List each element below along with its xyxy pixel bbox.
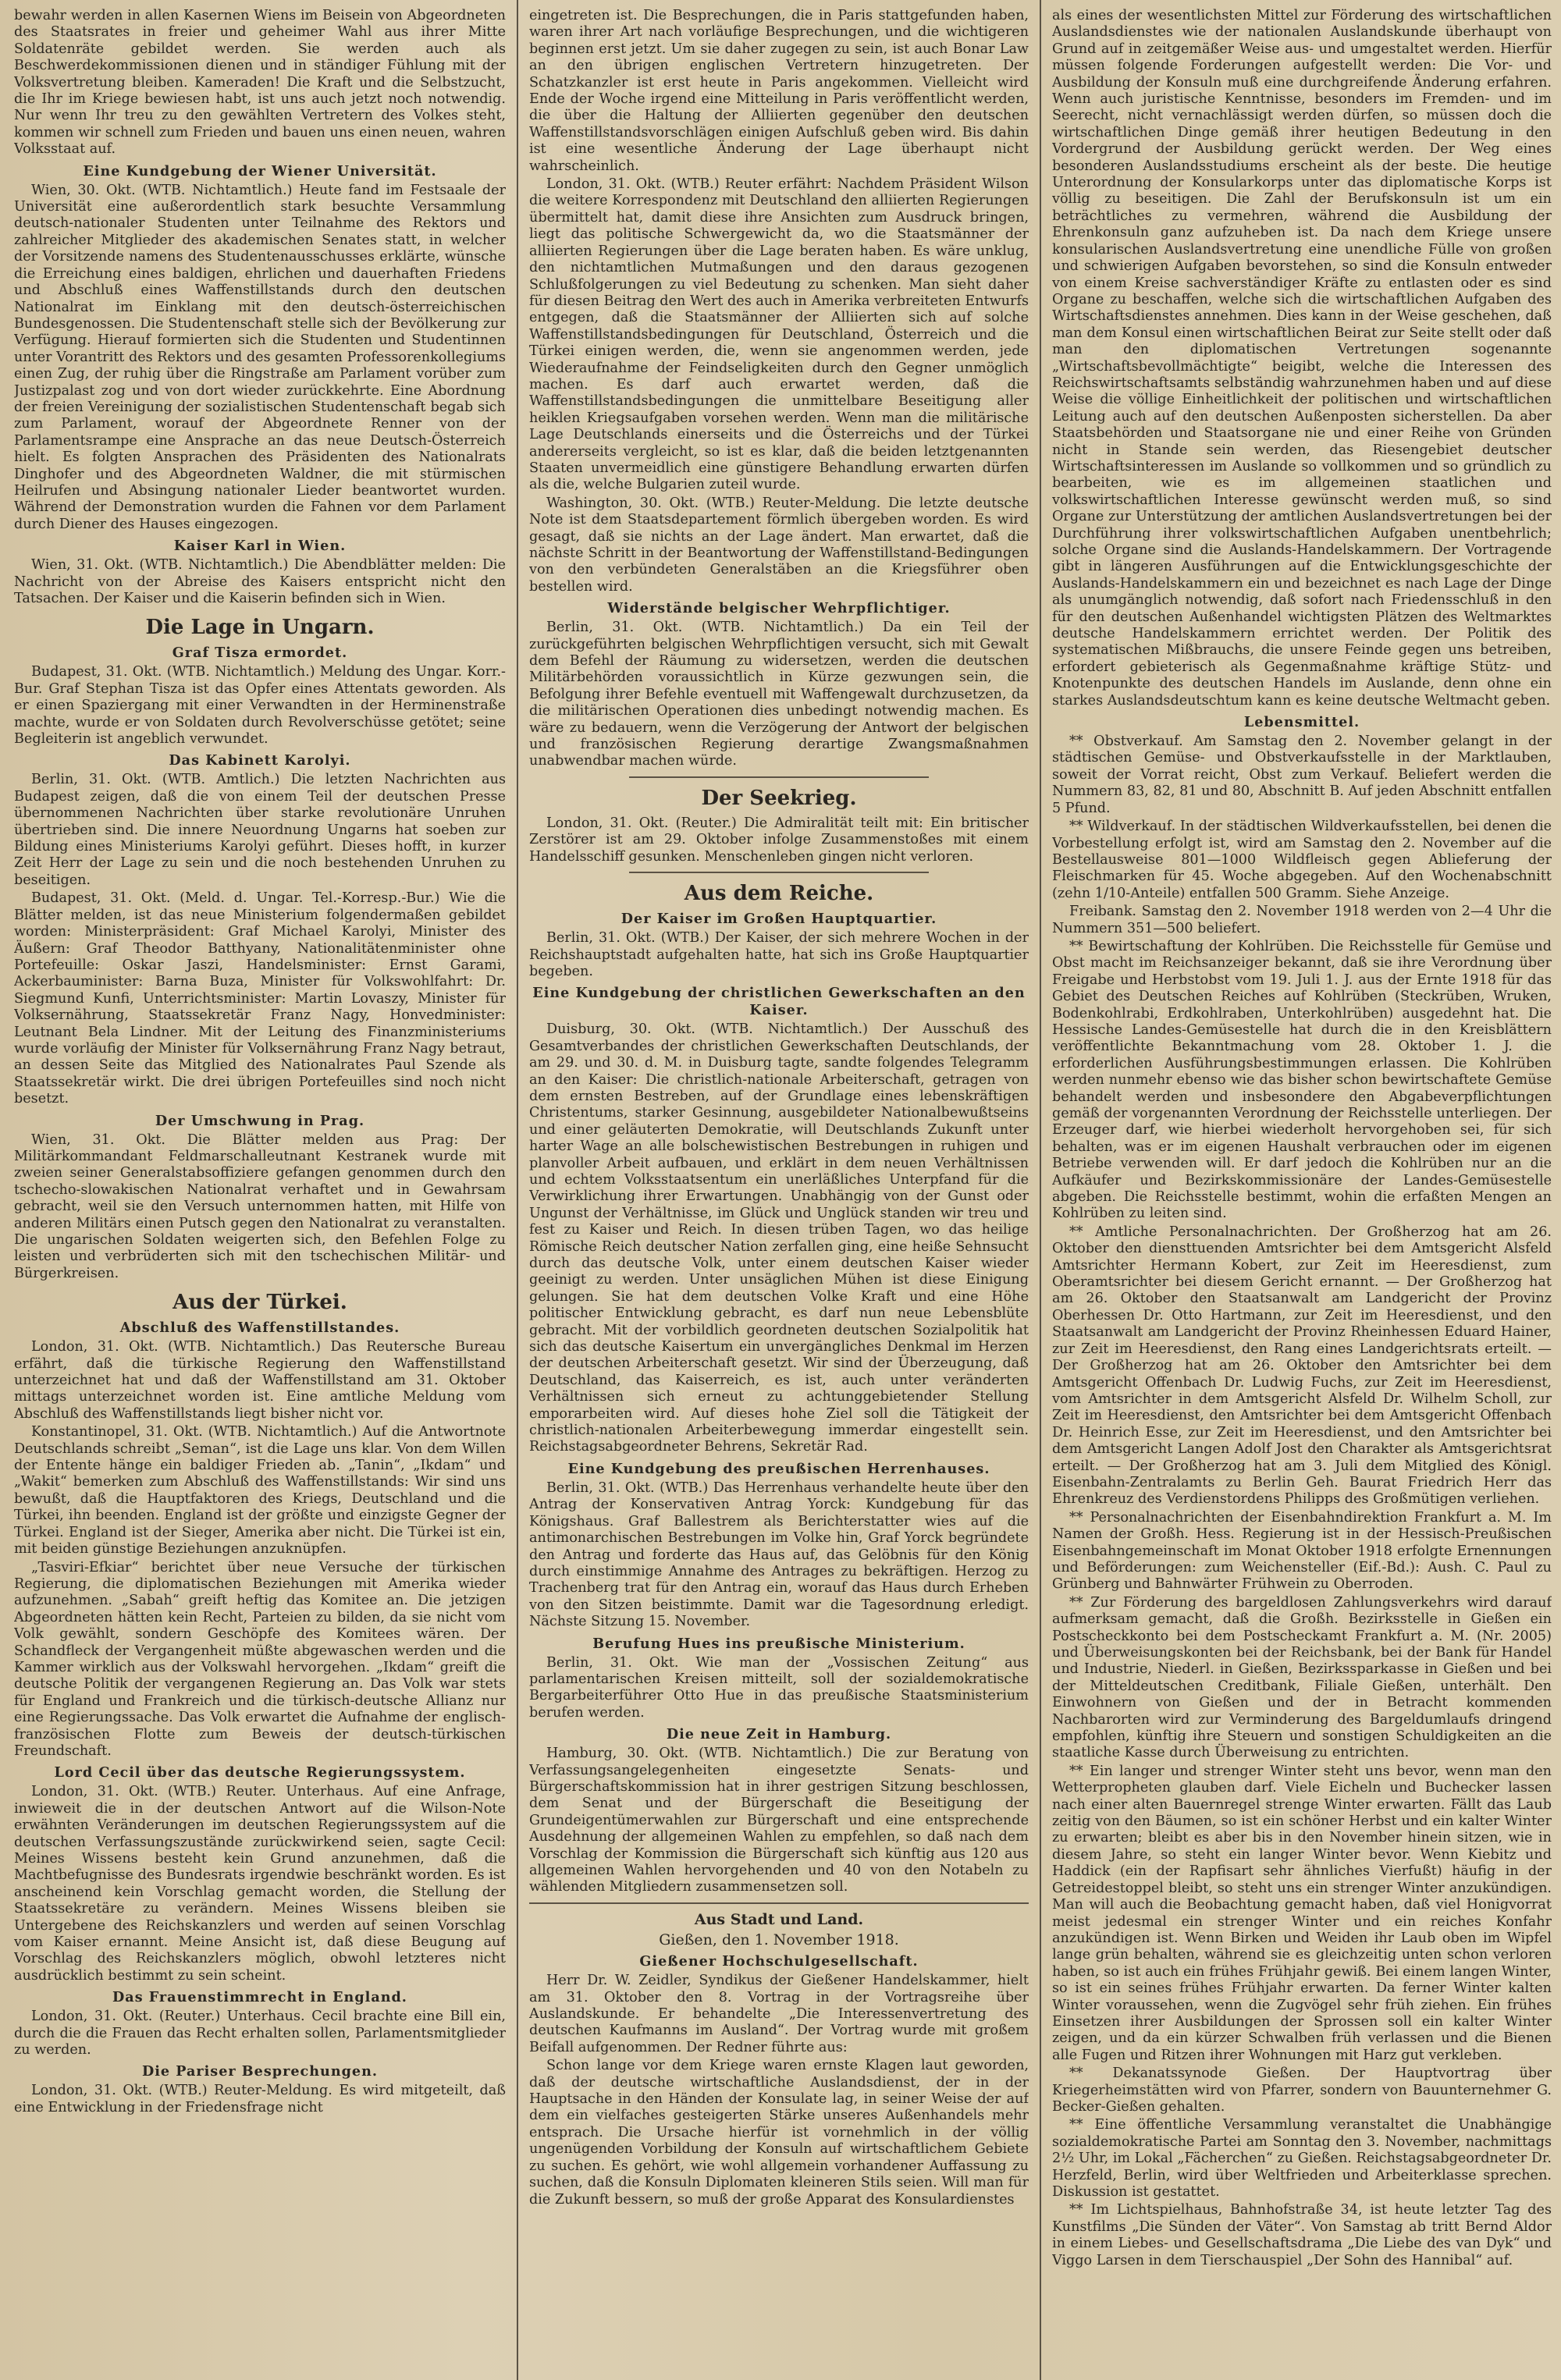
article-text: Berlin, 31. Okt. (WTB. Amtlich.) Die letzten Nachrichten aus Budapest zeigen, daß die von einem Teil der deutschen Presse übernommenen Nachrichten über starke revolutionäre Unruhen übertrieben sind. Die innere Neuordnung Ungarns hat soeben zur Bildung eines Ministeriums Karolyi geführt. Dieses hofft, in kurzer Zeit Herr der Lage zu sein und die noch bestehenden Unruhen zu beseitigen. [14, 772, 506, 888]
article-heading: Eine Kundgebung der Wiener Universität. [83, 162, 437, 179]
column-1 [14, 8, 506, 2372]
article-text: ** Wildverkauf. In der städtischen Wildverkaufsstellen, bei denen die Vorbestellung erfolgt ist, wird am Samstag den 2. November auf die Bestellausweise 801—1000 Wildfleisch gegen Ablieferung der Fleischmarken für 45. Woche abgegeben. Auf den Wochenabschnitt (zehn 1/10-Anteile) entfallen 500 Gramm. Siehe Anzeige. [1052, 819, 1552, 901]
article-text: ** Personalnachrichten der Eisenbahndirektion Frankfurt a. M. Im Namen der Großh. Hess. Regierung ist in der Hessisch-Preußischen Eisenbahngemeinschaft im Monat Oktober 1918 erfolgte Ernennungen und Beförderungen: zum Weichensteller (Eif.-Bd.): Aush. C. Paul zu Grünberg und Bahnwärter Frühwein zu Oberroden. [1052, 1509, 1552, 1593]
article-text: ** Eine öffentliche Versammlung veranstaltet die Unabhängige sozialdemokratische Partei am Sonntag den 3. November, nachmittags 2½ Uhr, im Lokal „Fächerchen“ zu Gießen. Reichstagsabgeordneter Dr. Herzfeld, Berlin, wird über Weltfrieden und Arbeiterklasse sprechen. Diskussion ist gestattet. [1052, 2117, 1552, 2200]
section-heading: Der Seekrieg. [701, 786, 857, 810]
article-heading: Eine Kundgebung der christlichen Gewerkschaften an den Kaiser. [532, 985, 1026, 1019]
section-heading: Aus dem Reiche. [684, 882, 874, 906]
article-heading: Der Umschwung in Prag. [155, 1112, 365, 1129]
article-text: eingetreten ist. Die Besprechungen, die in Paris stattgefunden haben, waren ihrer Art nach vorläufige Besprechungen, und die wichtigeren beginnen erst jetzt. Um sie daher zugegen zu sein, ist auch Bonar Law an den übrigen englischen Vertretern hinzugetreten. Der Schatzkanzler ist erst heute in Paris angekommen. Vielleicht wird Ende der Woche irgend eine Mitteilung in Paris veröffentlicht werden, die über die Haltung der Alliierten gegenüber den deutschen Waffenstillstandsvorschlägen einigen Aufschluß geben wird. Bis dahin ist eine wesentliche Änderung der Lage überhaupt nicht wahrscheinlich. [529, 8, 1029, 174]
article-text: ** Dekanatssynode Gießen. Der Hauptvortrag über Kriegerheimstätten wird von Pfarrer, sondern von Bauunternehmer G. Becker-Gießen gehalten. [1052, 2066, 1552, 2115]
article-text: London, 31. Okt. (WTB.) Reuter erfährt: Nachdem Präsident Wilson die weitere Korrespondenz mit Deutschland den alliierten Regierungen übermittelt hat, damit diese ihre Ansichten zum Ausdruck bringen, liegt das politische Schwergewicht da, wo die Staatsmänner der alliierten Regierungen über die Lage beraten haben. Es wäre unklug, den nichtamtlichen Mutmaßungen und den daraus gezogenen Schlußfolgerungen zu viel Bedeutung zu schenken. Man sieht daher für diesen Beitrag den Wert des auch in Amerika verbreiteten Entwurfs entgegen, daß die Staatsmänner der Alliierten sich auf solche Waffenstillstandsbedingungen für Deutschland, Österreich und die Türkei einigen werden, die, wenn sie angenommen werden, jede Wiederaufnahme der Feindseligkeiten durch den Gegner unmöglich machen. Es darf auch erwartet werden, daß die Waffenstillstandsbedingungen die unmittelbare Beseitigung aller heiklen Kriegsaufgaben vorsehen werden. Wenn man die militärische Lage Deutschlands einerseits und die Österreichs und der Türkei andererseits vergleicht, so ist es klar, daß die beiden letztgenannten Staaten unvermeidlich eine günstigere Behandlung erwarten dürfen als die, welche Bulgarien zuteil wurde. [529, 176, 1029, 493]
article-heading: Graf Tisza ermordet. [172, 645, 348, 662]
section-heading: Die Lage in Ungarn. [145, 616, 375, 640]
article-text: Wien, 31. Okt. Die Blätter melden aus Prag: Der Militärkommandant Feldmarschalleutnant Kestranek wurde mit zweien seiner Generalstabsoffiziere gefangen genommen durch den tschecho-slowakischen Nationalrat verhaftet und in Gewahrsam gebracht, weil sie den Versuch unternommen hatten, mit Hilfe von anderen Militärs einen Putsch gegen den Nationalrat zu veranstalten. Die ungarischen Soldaten weigerten sich, den Befehlen Folge zu leisten und verbrüderten sich mit den tschechischen Militär- und Bürgerkreisen. [14, 1131, 506, 1281]
article-text: London, 31. Okt. (Reuter.) Unterhaus. Cecil brachte eine Bill ein, durch die die Frauen das Recht erhalten sollen, Parlamentsmitglieder zu werden. [14, 2009, 506, 2059]
article-text: Freibank. Samstag den 2. November 1918 werden von 2—4 Uhr die Nummern 351—500 beliefert. [1052, 904, 1552, 936]
section-heading: Aus Stadt und Land. [694, 1910, 864, 1928]
article-heading: Gießener Hochschulgesellschaft. [639, 1953, 919, 1970]
column-rule [517, 0, 518, 2380]
article-text: Berlin, 31. Okt. (WTB.) Das Herrenhaus verhandelte heute über den Antrag der Konservativen Antrag Yorck: Kundgebung für das Königshaus. Graf Ballestrem als Berichterstatter wies auf die antimonarchischen Bestrebungen im Volke hin, Graf Yorck begründete den Antrag und forderte das Haus auf, das Gelöbnis für den König durch einstimmige Annahme des Antrages zu bekräftigen. Herzog zu Trachenberg trat für den Antrag ein, worauf das Haus durch Erheben von den Sitzen beistimmte. Damit war die Tagesordnung erledigt. Nächste Sitzung 15. November. [529, 1480, 1029, 1630]
column-3 [1052, 8, 1552, 2372]
article-heading: Eine Kundgebung des preußischen Herrenhauses. [567, 1460, 990, 1477]
article-text: Berlin, 31. Okt. (WTB. Nichtamtlich.) Da ein Teil der zurückgeführten belgischen Wehrpflichtigen versucht, sich mit Gewalt dem Befehl der Räumung zu widersetzen, werden die deutschen Militärbehörden voraussichtlich in Kürze gezwungen sein, die Befolgung ihrer Befehle eventuell mit Waffengewalt durchzusetzen, da die militärischen Operationen dies unbedingt notwendig machen. Es wäre zu bedauern, wenn die Verzögerung der Antwort der belgischen und französischen Regierung derartige Zwangsmaßnahmen unabwendbar machen würde. [529, 620, 1029, 769]
article-text: Duisburg, 30. Okt. (WTB. Nichtamtlich.) Der Ausschuß des Gesamtverbandes der christlichen Gewerkschaften Deutschlands, der am 29. und 30. d. M. in Duisburg tagte, sandte folgendes Telegramm an den Kaiser: Die christlich-nationale Arbeiterschaft, getragen von dem ernsten Bestreben, auf der Grundlage eines lebenskräftigen Christentums, starker Gesinnung, ausgebildeter Nationalbewußtseins und einer geläuterten Demokratie, will Deutschlands Zukunft unter harter Wage an alle bolschewistischen Bestrebungen in ruhigen und planvoller Arbeit aufbauen, und erklärt in dem neuen Verhältnissen und echtem Volksstaatsentum ein unerläßliches Unterpfand für die Verwirklichung ihrer Erwartungen. Unabhängig von der Gunst oder Ungunst der Verhältnisse, im Glück und Unglück standen wir treu und fest zu Kaiser und Reich. In diesen trüben Tagen, wo das heilige Römische Reich deutscher Nation zerfallen ging, eine heiße Sehnsucht durch das deutsche Volk, unter einem deutschen Kaiser wieder geeinigt zu werden. Unter unsäglichen Mühen ist diese Einigung gelungen. Sie hat dem deutschen Volke Kraft und eine Höhe politischer Entwicklung gebracht, es darf nun neue Lebensblüte gebracht. Mit der vorbildlich geordneten deutschen Sozialpolitik hat sich das deutsche Kaisertum ein unvergängliches Denkmal im Herzen der deutschen Arbeiterschaft gesetzt. Wir sind der Überzeugung, daß Deutschland, das Kaiserreich, es ist, auch unter veränderten Verhältnissen sich erneut zu achtunggebietender Stellung emporarbeiten wird. Auf dieses hohe Ziel soll die Tätigkeit der christlich-nationalen Arbeiterbewegung immerdar eingestellt sein. Reichstagsabgeordneter Behrens, Sekretär Rad. [529, 1021, 1029, 1455]
article-text: Washington, 30. Okt. (WTB.) Reuter-Meldung. Die letzte deutsche Note ist dem Staatsdepartement förmlich übergeben worden. Es wird gesagt, daß sie nichts an der Lage ändert. Man erwartet, daß die nächste Schritt in der Beantwortung der Waffenstillstand-Bedingungen von den verbündeten Generalstäben an die Kriegsführer oben bestellen wird. [529, 495, 1029, 595]
article-text: London, 31. Okt. (Reuter.) Die Admiralität teilt mit: Ein britischer Zerstörer ist am 29. Oktober infolge Zusammenstoßes mit einem Handelsschiff gesunken. Menschenleben gingen nicht verloren. [529, 815, 1029, 865]
article-heading: Berufung Hues ins preußische Ministerium. [592, 1635, 965, 1652]
article-text: Wien, 31. Okt. (WTB. Nichtamtlich.) Die Abendblätter melden: Die Nachricht von der Abreise des Kaisers entspricht nicht den Tatsachen. Der Kaiser und die Kaiserin befinden sich in Wien. [14, 557, 506, 606]
article-heading: Widerstände belgischer Wehrpflichtiger. [607, 600, 951, 617]
article-text: Herr Dr. W. Zeidler, Syndikus der Gießener Handelskammer, hielt am 31. Oktober den 8. Vortrag in der Vortragsreihe über Auslandskunde. Er behandelte „Die Interessenvertretung des deutschen Kaufmanns im Ausland“. Der Vortrag wurde mit großem Beifall aufgenommen. Der Redner führte aus: [529, 1973, 1029, 2055]
article-text: Budapest, 31. Okt. (Meld. d. Ungar. Tel.-Korresp.-Bur.) Wie die Blätter melden, ist das neue Ministerium folgendermaßen gebildet worden: Ministerpräsident: Graf Michael Karolyi, Minister des Äußern: Graf Theodor Batthyany, Nationalitätenminister ohne Portefeuille: Oskar Jaszi, Handelsminister: Ernst Garami, Ackerbauminister: Barna Buza, Minister für Volkswohlfahrt: Dr. Siegmund Kunfi, Unterrichtsminister: Martin Lovaszy, Minister für Volksernährung, Staatssekretär Franz Nagy, Honvedminister: Leutnant Bela Lindner. Mit der Leitung des Finanzministeriums wurde vorläufig der Minister für Volksernährung Franz Nagy betraut, an dessen Seite das Mitglied des Nationalrates Paul Szende als Staatssekretär wirkt. Die drei übrigen Portefeuilles sind noch nicht besetzt. [14, 890, 506, 1107]
article-text: ** Amtliche Personalnachrichten. Der Großherzog hat am 26. Oktober den diensttuenden Amtsrichter bei dem Amtsgericht Alsfeld Amtsrichter Hermann Kobert, zur Zeit im Heeresdienst, zum Oberamtsrichter bei diesem Gericht ernannt. — Der Großherzog hat am 26. Oktober den Staatsanwalt am Landgericht der Provinz Oberhessen Dr. Otto Hartmann, zur Zeit im Heeresdienst, und den Staatsanwalt am Landgericht der Provinz Rheinhessen Eduard Hainer, zur Zeit im Heeresdienst, den Rang eines Landgerichtsrats erteilt. — Der Großherzog hat am 26. Oktober den Amtsrichter bei dem Amtsgericht Offenbach Dr. Ludwig Fuchs, zur Zeit im Heeresdienst, vom Amtsrichter in dem Amtsgericht Alsfeld Dr. Wilhelm Scholl, zur Zeit im Heeresdienst, den Amtsrichter bei dem Amtsgericht Offenbach Dr. Heinrich Esse, zur Zeit im Heeresdienst, und den Amtsrichter bei dem Amtsgericht Langen Adolf Jost den Charakter als Amtsgerichtsrat erteilt. — Der Großherzog hat am 3. Juli dem Mitglied des Königl. Eisenbahn-Zentralamts zu Berlin Geh. Baurat Friedrich Herr das Ehrenkreuz des Verdienstordens Philipps des Großmütigen verliehen. [1052, 1224, 1552, 1508]
section-heading: Aus der Türkei. [172, 1291, 347, 1315]
article-heading: Lord Cecil über das deutsche Regierungssystem. [54, 1764, 466, 1781]
section-divider [629, 776, 929, 778]
article-text: ** Ein langer und strenger Winter steht uns bevor, wenn man den Wetterpropheten glauben darf. Viele Eicheln und Buchecker lassen nach einer alten Bauernregel strenge Winter erwarten. Fällt das Laub zeitig von den Bäumen, so ist ein schöner Herbst und ein kalter Winter zu erwarten; bleibt es aber bis in den November hinein sitzen, wie in diesem Jahre, so steht ein langer Winter bevor. Wenn Kiebitz und Haddick (ein der Rapfisart sehr ähnliches Vierfußt) häufig in der Getreidestoppel bleibt, so steht uns ein strenger Winter anzukündigen. Man will auch die Beobachtung gemacht haben, daß viel Honigvorrat meist jedesmal ein strenger Winter und ein reiches Konfahr anzukündigen ist. Wenn Birken und Weiden ihr Laub oben im Wipfel lange grün behalten, während sie es gleichzeitig unten schon verloren haben, so ist auch ein frühes Frühjahr gewiß. Bei einem langen Winter, so ist ein seines frühes Frühjahr erwarten. Da ferner Winter kalten Winter voraussehen, wenn die Zugvögel sehr früh ziehen. Ein frühes Einsetzen ihrer Ausbildungen der Sprossen soll ein kalter Winter zeigen, und da ein kürzer Schwalben früh verlassen und die Bienen alle Fugen und Ritzen ihrer Wohnungen mit Harz gut verkleben. [1052, 1763, 1552, 2063]
article-text: Berlin, 31. Okt. (WTB.) Der Kaiser, der sich mehrere Wochen in der Reichshauptstadt aufgehalten hatte, hat sich ins Große Hauptquartier begeben. [529, 930, 1029, 979]
article-text: London, 31. Okt. (WTB. Nichtamtlich.) Das Reutersche Bureau erfährt, daß die türkische Regierung den Waffenstillstand unterzeichnet hat und daß der Waffenstillstand am 31. Oktober mittags unterzeichnet worden ist. Eine amtliche Meldung vom Abschluß des Waffenstillstands liegt bisher nicht vor. [14, 1339, 506, 1422]
article-heading: Abschluß des Waffenstillstandes. [119, 1320, 400, 1337]
article-heading: Der Kaiser im Großen Hauptquartier. [620, 911, 937, 928]
article-text: ** Obstverkauf. Am Samstag den 2. November gelangt in der städtischen Gemüse- und Obstverkaufsstelle in der Marktlauben, soweit der Vorrat reicht, Obst zum Verkauf. Beliefert werden die Nummern 83, 82, 81 und 80, Abschnitt B. Auf jeden Abschnitt entfallen 5 Pfund. [1052, 734, 1552, 816]
article-text: bewahr werden in allen Kasernen Wiens im Beisein von Abgeordneten des Staatsrates in freier und geheimer Wahl aus ihrer Mitte Soldatenräte gebildet werden. Sie werden auch als Beschwerdekommissionen dienen und in ständiger Fühlung mit der Volksvertretung bleiben. Kameraden! Die Kraft und die Selbstzucht, die Ihr im Kriege bewiesen habt, ist uns auch jetzt noch notwendig. Nur wenn Ihr treu zu den gewählten Vertretern des Volkes steht, kommen wir schnell zum Frieden und bauen uns einen neuen, wahren Volksstaat auf. [14, 8, 506, 158]
column-2 [529, 8, 1029, 2372]
article-text: London, 31. Okt. (WTB.) Reuter. Unterhaus. Auf eine Anfrage, inwieweit die in der deutschen Antwort auf die Wilson-Note erwähnten Veränderungen im deutschen Regierungssystem auf die deutschen Verfassungszustände zurückwirkend seien, sagte Cecil: Meines Wissens besteht kein Grund anzunehmen, daß die Machtbefugnisse des Bundesrats irgendwie beschränkt worden. Es ist anscheinend kein Vorschlag gemacht worden, die Stellung der Staatssekretäre zu verändern. Meines Wissens bleiben sie Untergebene des Reichskanzlers und werden auf seinen Vorschlag vom Kaiser ernannt. Meine Ansicht ist, daß diese Beugung auf Vorschlag des Reichskanzlers möglich, obwohl letzteres nicht ausdrücklich bestimmt zu sein scheint. [14, 1784, 506, 1984]
article-text: Budapest, 31. Okt. (WTB. Nichtamtlich.) Meldung des Ungar. Korr.-Bur. Graf Stephan Tisza ist das Opfer eines Attentats geworden. Als er einen Spaziergang mit einer Verwandten in der Herminenstraße machte, wurde er von Soldaten durch Revolverschüsse getötet; seine Begleiterin ist angeblich verwundet. [14, 664, 506, 748]
article-heading: Die neue Zeit in Hamburg. [666, 1726, 892, 1743]
section-divider [529, 1902, 1029, 1904]
article-heading: Das Frauenstimmrecht in England. [112, 1989, 407, 2006]
article-heading: Das Kabinett Karolyi. [169, 752, 351, 769]
article-heading: Die Pariser Besprechungen. [141, 2063, 379, 2080]
article-text: „Tasviri-Efkiar“ berichtet über neue Versuche der türkischen Regierung, die diplomatischen Beziehungen mit Amerika wieder aufzunehmen. „Sabah“ greift heftig das Komitee an. Die jetzigen Abgeordneten hätten kein Recht, Parteien zu bilden, da sie nicht vom Volk gewählt, sondern Geschöpfe des Komitees wären. Der Schandfleck der Vergangenheit müßte abgewaschen werden und die Kammer wirklich aus der Volkswahl hervorgehen. „Ikdam“ greift die deutsche Politik der vergangenen Regierung an. Das Volk war stets für England und Frankreich und die türkisch-deutsche Allianz nur eine Regierungssache. Das Volk erwartet die Aufnahme der englisch-französischen Flotte zum Beweis der deutsch-türkischen Freundschaft. [14, 1559, 506, 1759]
article-text: Schon lange vor dem Kriege waren ernste Klagen laut geworden, daß der deutsche wirtschaftliche Auslandsdienst, der in der Hauptsache in den Händen der Konsulate lag, in seiner Weise der auf dem ein vielfaches gesteigerten Stärke unseres Außenhandels mehr entsprach. Die Ursache hierfür ist vornehmlich in der völlig ungenügenden Vorbildung der Konsuln auf wirtschaftlichem Gebiete zu suchen. Es gehört, wie wohl allgemein vorhandener Auffassung zu suchen, daß die Konsuln Diplomaten kleineren Stils seien. Will man für die Zukunft bessern, so muß der große Apparat des Konsulardienstes [529, 2058, 1029, 2208]
column-rule [1040, 0, 1041, 2380]
article-text: ** Bewirtschaftung der Kohlrüben. Die Reichsstelle für Gemüse und Obst macht im Reichsanzeiger bekannt, daß sie ihre Verordnung über Freigabe und Herbstobst vom 19. Juli 1. J. aus der Ernte 1918 für das Gebiet des Deutschen Reiches auf Kohlrüben (Steckrüben, Wruken, Bodenkohlrabi, Erdkohlraben, Unterkohlrüben) ausgedehnt hat. Die Hessische Landes-Gemüsestelle hat durch die in den Kreisblättern veröffentlichte Bekanntmachung vom 28. Oktober 1. J. die erforderlichen Ausführungsbestimmungen erlassen. Die Kohlrüben werden nunmehr ebenso wie das bisher schon bewirtschaftete Gemüse behandelt werden und insbesondere den Abgabeverpflichtungen gemäß der vorgenannten Verordnung der Reichsstelle unterliegen. Der Erzeuger darf, wie hierbei wiederholt hervorgehoben sei, für sich behalten, was er im eigenen Haushalt verbrauchen oder im eigenen Betriebe verwenden will. Er darf jedoch die Kohlrüben nur an die Aufkäufer und Bezirkskommissionäre der Landes-Gemüsestelle abgeben. Die Reichsstelle bestimmt, wohin die erfaßten Mengen an Kohlrüben zu leiten sind. [1052, 938, 1552, 1222]
article-text: als eines der wesentlichsten Mittel zur Förderung des wirtschaftlichen Auslandsdienstes wie der nationalen Auslandskunde überhaupt von Grund auf in zeitgemäßer Weise aus- und umgestaltet werden. Hierfür müssen folgende Forderungen aufgestellt werden: Die Vor- und Ausbildung der Konsuln muß eine durchgreifende Änderung erfahren. Wenn auch juristische Kenntnisse, besonders im Fremden- und im Seerecht, nicht vernachlässigt werden dürfen, so müssen doch die wirtschaftlichen Dinge gemäß ihrer heutigen Bedeutung in den Vordergrund der Ausbildung gerückt werden. Der Weg eines besonderen Auslandsstudiums erscheint als der beste. Die heutige Unterordnung der Konsularkorps unter das diplomatische Korps ist völlig zu beseitigen. Die Zahl der Berufskonsuln ist um ein beträchtliches zu vermehren, während die Ausbildung der Ehrenkonsuln ganz aufzuheben ist. Da nach dem Kriege unsere konsularischen Auslandsvertretung eine unendliche Fülle von großen und schwierigen Aufgaben bevorstehen, so sind die Konsuln entweder von einem Kreise sachverständiger Kräfte zu entlasten oder es sind Organe zu beschaffen, welche sich die wirtschaftlichen Aufgaben des Wirtschaftsdienstes annehmen. Dies kann in der Weise geschehen, daß man dem Konsul einen wirtschaftlichen Beirat zur Seite stellt oder daß man den diplomatischen Vertretungen sogenannte „Wirtschaftsbevollmächtigte“ beigibt, welche die Interessen des Reichswirtschaftsamts selbständig wahrzunehmen haben und auf diese Weise die völlige Einheitlichkeit der politischen und wirtschaftlichen Leitung auch auf den deutschen Außenposten sicherstellen. Da aber Staatsbehörden und Staatsorgane nie und einer Reihe von Gründen nicht in Stande sein werden, das Riesengebiet deutscher Wirtschaftsinteressen im Auslande so vollkommen und so gründlich zu bearbeiten, wie es im allgemeinen staatlichen und volkswirtschaftlichen Interesse gewünscht werden muß, so sind Organe zur Unterstützung der amtlichen Auslandsvertretungen bei der Durchführung ihrer volkswirtschaftlichen Aufgaben unentbehrlich; solche Organe sind die Auslands-Handelskammern. Der Vortragende gibt in längeren Ausführungen auf die Entwicklungsgeschichte der Auslands-Handelskammern ein und bezeichnet es nach Lage der Dinge als unumgänglich notwendig, daß sofort nach Friedensschluß in den für den deutschen Außenhandel wichtigsten Plätzen des Weltmarktes deutsche Handelskammern errichtet werden. Der Politik des systematischen Mißbrauchs, die unsere Feinde gegen uns betreiben, erfordert gebieterisch als Gegenmaßnahme kräftige Stütz- und Knotenpunkte des deutschen Handels im Auslande, denn ohne ein starkes Auslandsdeutschtum kann es keine deutsche Weltmacht geben. [1052, 8, 1552, 709]
dateline: Gießen, den 1. November 1918. [659, 1931, 899, 1948]
article-text: London, 31. Okt. (WTB.) Reuter-Meldung. Es wird mitgeteilt, daß eine Entwicklung in der Friedensfrage nicht [14, 2083, 506, 2115]
article-text: Wien, 30. Okt. (WTB. Nichtamtlich.) Heute fand im Festsaale der Universität eine außerordentlich stark besuchte Versammlung deutsch-nationaler Studenten unter Teilnahme des Rektors und zahlreicher Mitglieder des akademischen Senates statt, in welcher der Vorsitzende namens des Studentenausschusses erklärte, wünsche die Erreichung eines baldigen, ehrlichen und dauerhaften Friedens und Abschluß eines Waffenstillstands durch den deutschen Nationalrat im Einklang mit den deutsch-österreichischen Bundesgenossen. Die Studentenschaft stelle sich der Bevölkerung zur Verfügung. Hierauf formierten sich die Studenten und Studentinnen unter Vorantritt des Rektors und des gesamten Professorenkollegiums einen Zug, der ruhig über die Ringstraße am Parlament vorüber zum Justizpalast zog und von dort wieder zurückkehrte. Eine Abordnung der freien Vereinigung der sozialistischen Studentenschaft begab sich zum Parlament, worauf der Abgeordnete Renner von der Parlamentsrampe eine Ansprache an das neue Deutsch-Österreich hielt. Es folgten Ansprachen des Präsidenten des Nationalrats Dinghofer und des Abgeordneten Waldner, die mit stürmischen Heilrufen und Absingung nationaler Lieder beantwortet wurden. Während der Demonstration wurden die Fahnen vor dem Parlament durch Diener des Hauses eingezogen. [14, 182, 506, 532]
article-text: ** Im Lichtspielhaus, Bahnhofstraße 34, ist heute letzter Tag des Kunstfilms „Die Sünden der Väter“. Von Samstag ab tritt Bernd Aldor in einem Liebes- und Gesellschaftsdrama „Die Liebe des van Dyk“ und Viggo Larsen in dem Tierschauspiel „Der Sohn des Hannibal“ auf. [1052, 2202, 1552, 2268]
article-text: Hamburg, 30. Okt. (WTB. Nichtamtlich.) Die zur Beratung von Verfassungsangelegenheiten eingesetzte Senats- und Bürgerschaftskommission hat in ihrer gestrigen Sitzung beschlossen, dem Senat und der Bürgerschaft die Beseitigung der Grundeigentümerwahlen zur Bürgerschaft und eine entsprechende Ausdehnung der allgemeinen Wahlen zu empfehlen, so daß nach dem Vorschlag der Kommission die Bürgerschaft sich künftig aus 120 aus allgemeinen Wahlen hervorgehenden und 40 von den Notabeln zu wählenden Mitgliedern zusammensetzen soll. [529, 1746, 1029, 1895]
article-text: Berlin, 31. Okt. Wie man der „Vossischen Zeitung“ aus parlamentarischen Kreisen mitteilt, soll der sozialdemokratische Bergarbeiterführer Otto Hue in das preußische Staatsministerium berufen werden. [529, 1654, 1029, 1721]
article-text: Konstantinopel, 31. Okt. (WTB. Nichtamtlich.) Auf die Antwortnote Deutschlands schreibt „Seman“, ist die Lage uns klar. Von dem Willen der Entente hänge ein baldiger Frieden ab. „Tanin“, „Ikdam“ und „Wakit“ bemerken zum Abschluß des Waffenstillstands: Wir sind uns bewußt, daß die Hauptfaktoren des Kriegs, Deutschland und die Türkei, ihn beenden. England ist der größte und einzigste Gegner der Türkei. England ist der Sieger, Amerika aber nicht. Die Türkei ist ein, mit beiden günstige Beziehungen anzuknüpfen. [14, 1424, 506, 1558]
article-text: ** Zur Förderung des bargeldlosen Zahlungsverkehrs wird darauf aufmerksam gemacht, daß die Großh. Bezirksstelle in Gießen ein Postscheckkonto bei dem Postscheckamt Frankfurt a. M. (Nr. 2005) und Überweisungskonten bei der Reichsbank, bei der Bank für Handel und Industrie, Niederl. in Gießen, Bezirkssparkasse in Gießen und bei der Mitteldeutschen Creditbank, Filiale Gießen, unterhält. Den Einwohnern von Gießen und der in Betracht kommenden Nachbarorten wird zur Verminderung des Bargeldumlaufs dringend empfohlen, künftig ihre Steuern und sonstigen Schuldigkeiten an die staatliche Kasse durch Überweisung zu entrichten. [1052, 1594, 1552, 1761]
article-heading: Lebensmittel. [1243, 714, 1360, 731]
article-heading: Kaiser Karl in Wien. [173, 538, 347, 555]
section-divider [629, 872, 929, 873]
